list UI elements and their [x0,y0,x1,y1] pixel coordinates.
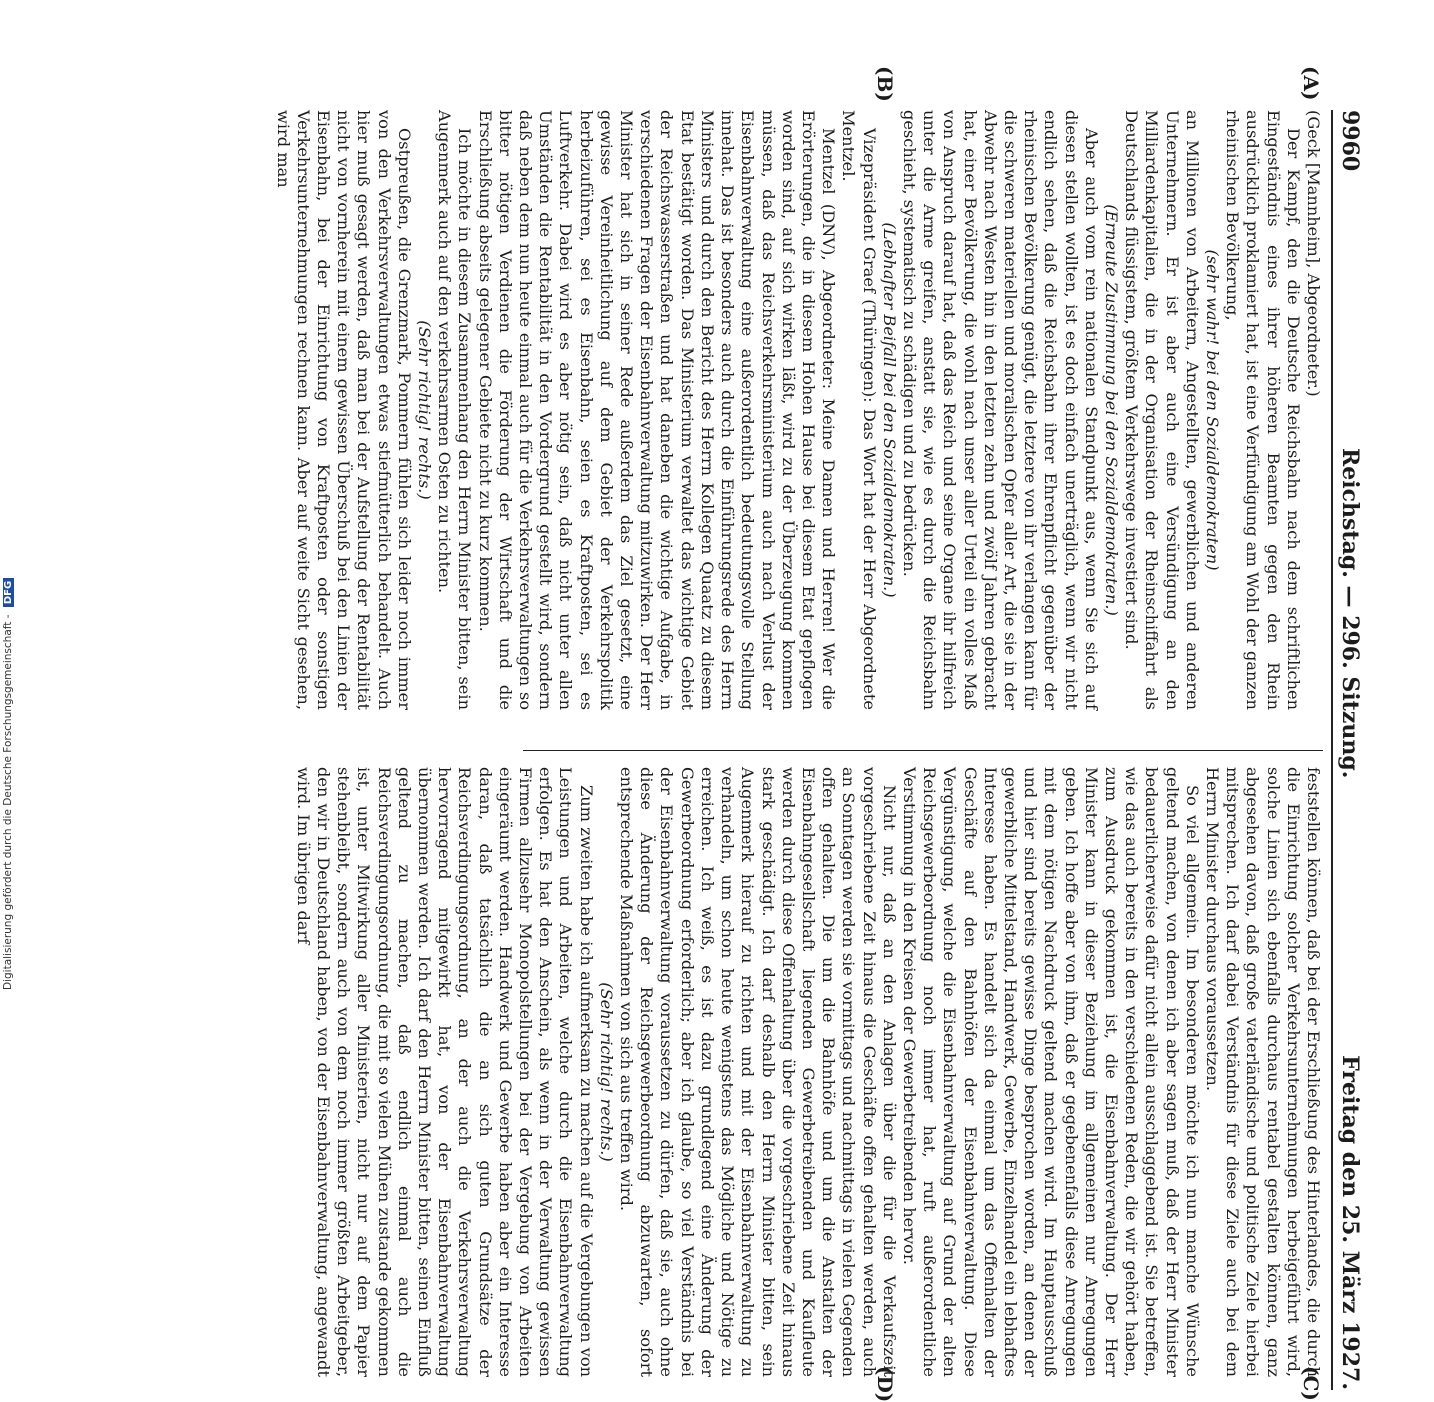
paragraph: Zum zweiten habe ich aufmerksam zu machen auf die Vergebungen von Leistungen und Arbeiten, welche durch die Eisenbahnverwaltung erfolgen. Es hat den Anschein, als wenn in der Verwaltung gewissen Firmen allzusehr Monopolstellungen bei der Vergebung von Arbeiten eingeräumt werden. Handwerk und Gewerbe haben aber ein Interesse daran, daß tatsächlich die an sich guten Grundsätze der Reichsverdingungsordnung, an der auch die Verkehrsverwaltung hervorragend mitgewirkt hat, von der Eisenbahnverwaltung übernommen werden. Ich darf den Herrn Minister bitten, seinen Einfluß geltend zu machen, daß endlich einmal auch die Reichsverdingungsordnung, die mit so vielen Mühen zustande gekommen ist, unter Mitwirkung aller Ministerien, nicht nur auf dem Papier stehenbleibt, sondern auch von dem noch immer größten Arbeitgeber, den wir in Deutschland haben, von der Eisenbahnverwaltung, angewandt wird. Im übrigen darf [293,767,596,1377]
digitization-credit [2,578,14,990]
margin-marker-b: (B) [873,66,897,102]
paragraph: feststellen können, daß bei der Erschließung des Hinterlandes, die durch die Einrichtung solcher Verkehrsunternehmungen herbeigeführt wird, solche Linien sich ebenfalls durchaus rentabel gestalten können, ganz abgesehen davon, daß große vaterländische und politische Ziele hierbei mitsprechen. Ich darf dabei Verständnis für diese Ziele auch bei dem Herrn Minister durchaus voraussetzen. [1202,767,1323,1377]
speech-opening: Mentzel (DNV), Abgeordneter: Meine Damen und Herren! Wer die Erörterungen, die in diesem Hohen Hause bei diesem Etat gepflogen worden sind, auf sich wirken läßt, wird zu der Überzeugung kommen müssen, daß das Reichsverkehrsministerium auch nach Verlust der Eisenbahnverwaltung eine außerordentlich bedeutungsvolle Stellung innehat. Das ist besonders auch durch die Einführungsrede des Herrn Ministers und durch den Bericht des Herrn Kollegen Quaatz zu diesem Etat bestätigt worden. Das Ministerium verwaltet das wichtige Gebiet der Reichswasserstraßen und hat daneben die wichtige Aufgabe, in verschiedenen Fragen der Eisenbahnverwaltung mitzuwirken. Der Herr Minister hat sich in seiner Rede außerdem das Ziel gesetzt, eine gewisse Vereinheitlichung auf dem Gebiet der Verkehrspolitik herbeizuführen, sei es Eisenbahn, seien es Kraftposten, sei es Luftverkehr. Dabei wird es aber nötig sein, daß nicht unter allen Umständen die Rentabilität in den Vordergrund gestellt wird, sondern daß neben dem nun heute einmal auch für die Verkehrsverwaltungen so bitter nötigen Verdienen die Förderung der Wirtschaft und die Erschließung abseits gelegener Gebiete nicht zu kurz kommen. [475,110,839,710]
session-title: Reichstag. — 296. Sitzung. [1337,448,1363,779]
interjection: (sehr wahr! bei den Sozialdemokraten) [1202,249,1222,571]
interjection: (Lebhafter Beifall bei den Sozialdemokraten.) [879,222,899,598]
paragraph: Ich möchte in diesem Zusammenhang den Herrn Minister bitten, sein Augenmerk auch auf den verkehrsarmen Osten zu richten. [435,110,475,710]
credit-text: Digitalisierung gefördert durch die Deutsche Forschungsgemeinschaft - [2,614,14,990]
paragraph: Der Kampf, den die Deutsche Reichsbahn nach dem schriftlichen Eingeständnis eines ihrer höheren Beamten gegen den Rhein ausdrücklich proklamiert hat, ist eine Verfündigung am Wohl der ganzen rheinischen Bevölkerung, [1223,110,1303,710]
interjection: (Sehr richtig! rechts.) [596,982,616,1162]
paragraph: an Millionen von Arbeitern, Angestellten, gewerblichen und anderen Unternehmern. Er ist aber auch eine Versündigung an den Milliardenkapitalien, die in der Organisation der Rheinschiffahrt als Deutschlands flüssigstem, größtem Verkehrswege investiert sind. [1122,110,1202,710]
left-text-column [273,110,1323,710]
rotated-document-page [67,66,1367,1402]
interjection: (Erneute Zustimmung bei den Sozialdemokraten.) [1101,204,1121,616]
paragraph: So viel allgemein. Im besonderen möchte ich nun manche Wünsche geltend machen, von denen ich aber sagen muß, daß der Herr Minister bedauerlicherweise dafür nicht allein ausschlaggebend ist. Sie betreffen, wie das auch bereits in den verschiedenen Reden, die wir gehört haben, zum Ausdruck gekommen ist, die Eisenbahnverwaltung. Der Herr Minister kann in dieser Beziehung im allgemeinen nur Anregungen geben. Ich hoffe aber von ihm, daß er gegebenenfalls diese Anregungen mit dem nötigen Nachdruck geltend machen wird. Im Hauptausschuß und hier sind bereits gewisse Dinge besprochen worden, an denen der gewerbliche Mittelstand, Handwerk, Gewerbe, Einzelhandel ein lebhaftes Interesse haben. Es handelt sich da einmal um das Offenhalten der Geschäfte auf den Bahnhöfen der Eisenbahnverwaltung. Diese Vergünstigung, welche die Eisenbahnverwaltung auf Grund der alten Reichsgewerbeordnung noch immer hat, ruft außerordentliche Verstimmung in den Kreisen der Gewerbetreibenden hervor. [899,767,1202,1377]
margin-marker-c: (C) [1299,1366,1323,1401]
dfg-logo: DFG [3,578,14,607]
interjection: (Sehr richtig! rechts.) [415,320,435,500]
speaker-continuation: (Geck [Mannheim], Abgeordneter.) [1304,110,1323,397]
session-date: Freitag den 25. März 1927. [1337,1055,1363,1390]
paragraph: Nicht nur, daß an den Anlagen über die für die Verkaufszeit vorgeschriebene Zeit hinaus die Geschäfte offen gehalten werden, auch an Sonntagen werden sie vormittags und nachmittags in vielen Gegenden offen gehalten. Die um die Bahnhöfe und um die Anstalten der Eisenbahngesellschaft liegenden Gewerbetreibenden und Kaufleute werden durch diese Offenhaltung über die vorgeschriebene Zeit hinaus stark geschädigt. Ich darf deshalb den Herrn Minister bitten, sein Augenmerk hierauf zu richten und mit der Eisenbahnverwaltung zu verhandeln, um schon heute wenigstens das Mögliche und Nötige zu erreichen. Ich weiß, es ist dazu grundlegend eine Änderung der Gewerbeordnung erforderlich; aber ich glaube, so viel Verständnis bei der Eisenbahnverwaltung voraussetzen zu dürfen, daß sie, auch ohne diese Änderung der Reichsgewerbeordnung abzuwarten, sofort entsprechende Maßnahmen von sich aus treffen wird. [617,767,899,1377]
running-header [1331,110,1367,1390]
page-number: 9960 [1337,110,1363,172]
paragraph: Aber auch vom rein nationalen Standpunkt aus, wenn Sie sich auf diesen stellen wollten, ist es doch einfach unerträglich, wenn wir nicht endlich sehen, daß die Reichsbahn ihrer Ehrenpflicht gegenüber der rheinischen Bevölkerung genügt, die letztere von ihr verlangen kann für die schweren materiellen und moralischen Opfer aller Art, die sie in der Abwehr nach Westen hin in den letzten zehn und zwölf Jahren gebracht hat, einer Bevölkerung, die wohl nach unser aller Urteil ein volles Maß von Anspruch darauf hat, daß das Reich und seine Organe ihr hilfreich unter die Arme greifen, anstatt sie, wie es durch die Reichsbahn geschieht, systematisch zu schädigen und zu bedrücken. [899,110,1101,710]
paragraph: Ostpreußen, die Grenzmark, Pommern fühlen sich leider noch immer von den Verkehrsverwaltungen etwas stiefmütterlich behandelt. Auch hier muß gesagt werden, daß man bei der Aufstellung der Rentabilität nicht von vornherein mit einem gewissen Überschuß bei den Linien der Eisenbahn, bei der Einrichtung von Kraftposten oder sonstigen Verkehrsunternehmungen rechnen kann. Aber auf weite Sicht gesehen, wird man [273,110,414,710]
margin-marker-d: (D) [873,1366,897,1402]
right-text-column [293,750,1323,1377]
presiding-remark: Vizepräsident Graef (Thüringen): Das Wort hat der Herr Abgeordnete Mentzel. [839,110,879,710]
margin-marker-a: (A) [1299,66,1323,101]
